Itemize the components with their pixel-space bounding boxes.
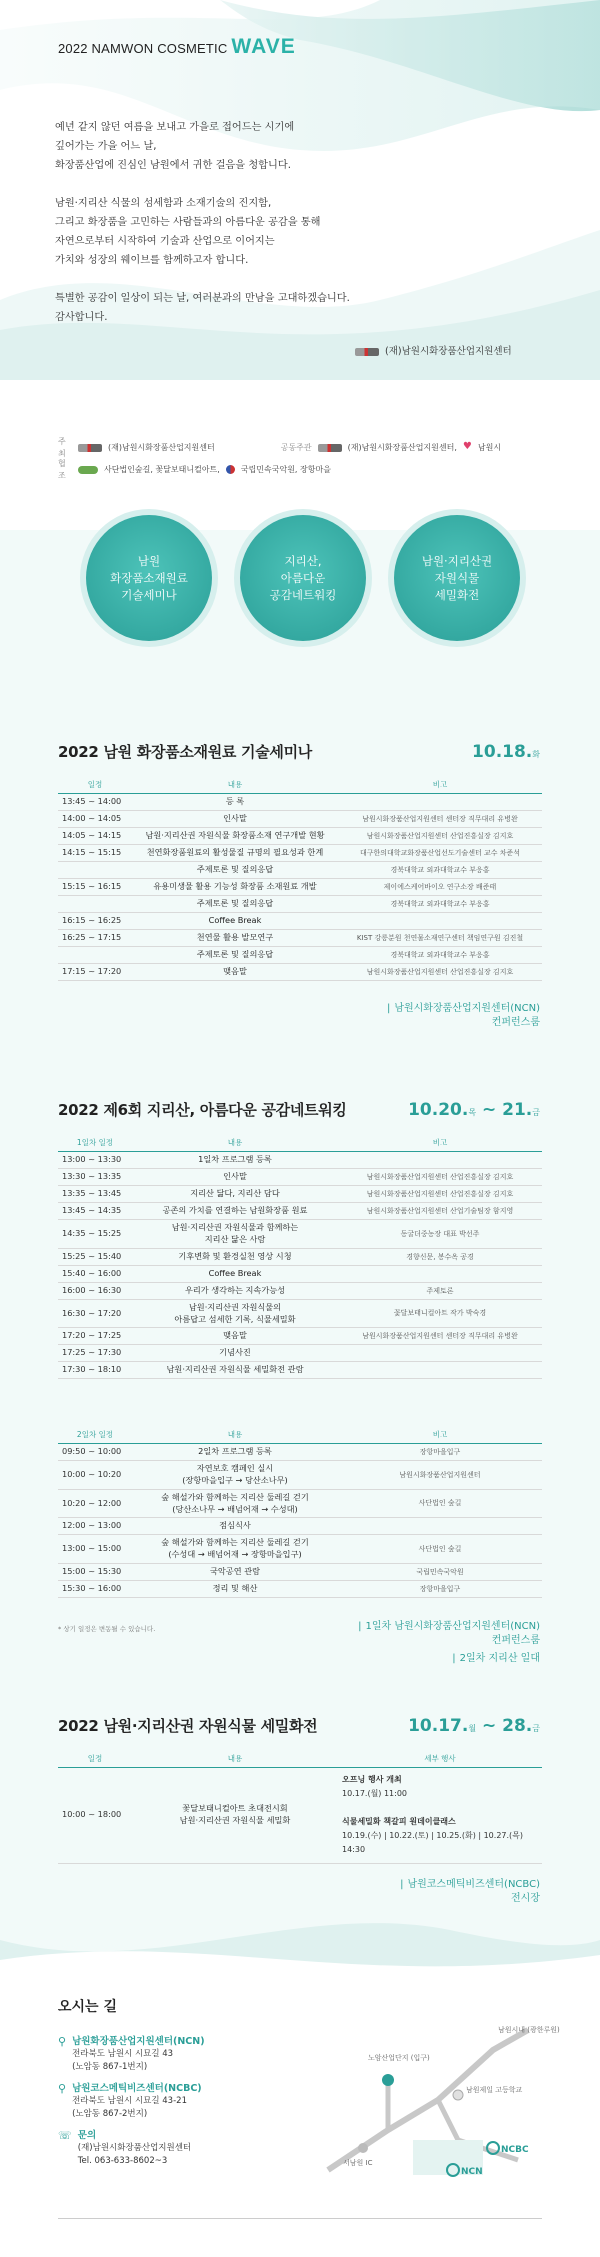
schedule-time: 15:40 ~ 16:00 [58, 1265, 132, 1282]
col-content: 내용 [132, 1428, 338, 1443]
schedule-content: 남원·지리산권 자원식물의 아름답고 섬세한 기록, 식물세밀화 [132, 1299, 338, 1328]
schedule-time: 14:05 ~ 14:15 [58, 827, 132, 844]
map-label-school: 남원제일 고등학교 [466, 2086, 523, 2094]
table-row [58, 844, 542, 861]
schedule-time: 13:30 ~ 13:35 [58, 1168, 132, 1185]
schedule-time: 16:30 ~ 17:20 [58, 1299, 132, 1328]
table-row [58, 1581, 542, 1598]
schedule-content: 남원·지리산권 자원식물과 함께하는 지리산 닮은 사람 [132, 1219, 338, 1248]
schedule-time: 17:15 ~ 17:20 [58, 963, 132, 980]
seminar-venue: | 남원시화장품산업지원센터(NCN) 컨퍼런스룸 [386, 1003, 540, 1028]
table-row [58, 1168, 542, 1185]
seminar-table [58, 778, 542, 981]
schedule-time [58, 895, 132, 912]
networking-date: 10.20.목 ~ 21.금 [408, 1100, 540, 1120]
schedule-time: 14:35 ~ 15:25 [58, 1219, 132, 1248]
schedule-note [338, 1345, 542, 1362]
schedule-note: 경북대학교 외과대학교수 부응홍 [338, 946, 542, 963]
table-row [58, 1345, 542, 1362]
schedule-content: 인사말 [132, 1168, 338, 1185]
host-name: (재)남원시화장품산업지원센터 [108, 442, 215, 452]
schedule-content: 천연화장품원료의 활성물질 규명의 필요성과 한계 [132, 844, 338, 861]
schedule-note: 국립민속국악원 [338, 1564, 542, 1581]
table-header-row [58, 778, 542, 793]
schedule-time: 15:15 ~ 16:15 [58, 878, 132, 895]
schedule-content: 숲 해설가와 함께하는 지리산 둘레길 걷기 (수성대 → 배넘어재 → 장항마을입구) [132, 1535, 338, 1564]
support-names: 사단법인숲길, 꽃달보태니컬아트, [104, 464, 220, 474]
intro-signature [355, 345, 512, 359]
location-map [318, 2020, 560, 2190]
table-row [58, 1767, 542, 1863]
intro-text [55, 118, 525, 346]
schedule-note: 남원시화장품산업지원센터 산업기술팀장 함지영 [338, 1202, 542, 1219]
map-label-jirisan: 노암산업단지 (입구) [368, 2054, 430, 2062]
schedule-time: 14:00 ~ 14:05 [58, 810, 132, 827]
host-label: 주최 [58, 437, 66, 458]
schedule-time: 13:00 ~ 13:30 [58, 1151, 132, 1168]
schedule-note: * 상기 일정은 변동될 수 있습니다. [58, 1625, 156, 1633]
schedule-time: 14:15 ~ 15:15 [58, 844, 132, 861]
col-schedule: 일정 [58, 778, 132, 793]
location-pin-icon: ⚲ [58, 2035, 67, 2048]
schedule-time: 13:35 ~ 13:45 [58, 1185, 132, 1202]
map-label-ncn: NCN [461, 2167, 483, 2177]
schedule-content: 맺음말 [132, 963, 338, 980]
table-row [58, 895, 542, 912]
cohost-label: 공동주관 [280, 442, 312, 452]
ncn-logo-icon [318, 444, 342, 452]
table-row [58, 1535, 542, 1564]
networking-day2-table [58, 1428, 542, 1598]
schedule-note: 남원시화장품산업지원센터 산업진흥실장 김지호 [338, 1185, 542, 1202]
table-row [58, 1362, 542, 1379]
table-row [58, 1219, 542, 1248]
schedule-content: 공존의 가치를 연결하는 남원화장품 원료 [132, 1202, 338, 1219]
support-names-2: 국립민속국악원, 장항마을 [240, 464, 331, 474]
table-row [58, 1299, 542, 1328]
table-row [58, 1460, 542, 1489]
schedule-content: 국악공연 관람 [132, 1564, 338, 1581]
page-header [58, 32, 296, 62]
networking-title: 2022 제6회 지리산, 아름다운 공감네트워킹 [58, 1101, 347, 1119]
schedule-note [338, 1518, 542, 1535]
table-row [58, 1202, 542, 1219]
schedule-content: 인사말 [132, 810, 338, 827]
table-row [58, 1489, 542, 1518]
schedule-content: 등 록 [132, 793, 338, 810]
schedule-note: 남원시화장품산업지원센터 센터장 직무대리 유병완 [338, 1328, 542, 1345]
ncn-logo-icon [78, 444, 102, 452]
seminar-title: 2022 남원 화장품소재원료 기술세미나 [58, 743, 312, 761]
exhibition-table [58, 1752, 542, 1864]
schedule-note [338, 1265, 542, 1282]
schedule-note: 남원시화장품산업지원센터 산업진흥실장 김지호 [338, 827, 542, 844]
seminar-date: 10.18.화 [472, 742, 540, 762]
schedule-content: 점심식사 [132, 1518, 338, 1535]
schedule-note: 경향신문, 봉수옥 공경 [338, 1248, 542, 1265]
map-label-ic: 서남원 IC [343, 2159, 373, 2167]
schedule-content: 남원·지리산권 자원식물 화장품소재 연구개발 현황 [132, 827, 338, 844]
directions-list [58, 2035, 318, 2176]
schedule-content: 기념사진 [132, 1345, 338, 1362]
schedule-note: 장항마을입구 [338, 1581, 542, 1598]
support-row [58, 458, 331, 481]
schedule-content: 정리 및 해산 [132, 1581, 338, 1598]
schedule-time: 15:25 ~ 15:40 [58, 1248, 132, 1265]
table-row [58, 1328, 542, 1345]
map-label-ncbc: NCBC [501, 2145, 529, 2155]
exhibition-details: 오프닝 행사 개최 10.17.(월) 11:00 식물세밀화 책갈피 원데이클래스 10.19.(수) | 10.22.(토) | 10.25.(화) | 10.27.(목) 14:30 [338, 1767, 542, 1863]
col-note: 비고 [338, 1136, 542, 1151]
intro-paragraph-2: 남원·지리산 식물의 섬세함과 소재기술의 진지함, 그리고 화장품을 고민하는 사람들과의 아름다운 공감을 통해 자연으로부터 시작하여 기술과 산업으로 이어지는 가치와 성장의 웨이브를 함께하고자 합니다. [55, 198, 321, 266]
exhibition-content: 꽃달보태니컬아트 초대전시회 남원·지리산권 자원식물 세밀화 [132, 1767, 338, 1863]
phone-icon: ☏ [58, 2129, 72, 2142]
table-row [58, 912, 542, 929]
schedule-note: 경북대학교 외과대학교수 부응홍 [338, 861, 542, 878]
schedule-note: 제이에스케어바이오 연구소장 배준태 [338, 878, 542, 895]
table-row [58, 810, 542, 827]
schedule-note: 남원시화장품산업지원센터 산업진흥실장 김지호 [338, 1168, 542, 1185]
table-row [58, 1151, 542, 1168]
schedule-content: 주제토론 및 질의응답 [132, 946, 338, 963]
schedule-note: 사단법인 숲길 [338, 1489, 542, 1518]
header-wave-word: WAVE [231, 35, 296, 58]
schedule-note [338, 1362, 542, 1379]
schedule-content: 맺음말 [132, 1328, 338, 1345]
exhibition-time: 10:00 ~ 18:00 [58, 1767, 132, 1863]
schedule-time: 17:20 ~ 17:25 [58, 1328, 132, 1345]
col-schedule: 일정 [58, 1752, 132, 1767]
col-content: 내용 [132, 1136, 338, 1151]
table-header-row [58, 1752, 542, 1767]
schedule-content: 2일차 프로그램 등록 [132, 1443, 338, 1460]
schedule-time [58, 861, 132, 878]
schedule-time: 10:00 ~ 10:20 [58, 1460, 132, 1489]
table-row [58, 1564, 542, 1581]
table-row [58, 1518, 542, 1535]
exhibition-date: 10.17.월 ~ 28.금 [408, 1716, 540, 1736]
table-row [58, 878, 542, 895]
table-row [58, 827, 542, 844]
footer-divider [58, 2218, 542, 2219]
col-note: 비고 [338, 1428, 542, 1443]
exhibition-venue: | 남원코스메틱비즈센터(NCBC) 전시장 [400, 1879, 540, 1904]
circle-exhibition: 남원·지리산권 자원식물 세밀화전 [394, 515, 520, 641]
schedule-note: 꽃달보태니컬아트 작가 박숙경 [338, 1299, 542, 1328]
schedule-time: 16:00 ~ 16:30 [58, 1282, 132, 1299]
schedule-note: 남원시화장품산업지원센터 [338, 1460, 542, 1489]
table-row [58, 1443, 542, 1460]
directions-item-contact: ☏ 문의 (재)남원시화장품산업지원센터 Tel. 063-633-8602~3 [58, 2129, 192, 2166]
networking-venue: | 1일차 남원시화장품산업지원센터(NCN) 컨퍼런스룸 | 2일차 지리산 일대 [358, 1621, 540, 1664]
table-row [58, 1248, 542, 1265]
map-label-namwon-city: 남원시내 (광한루원) [498, 2026, 560, 2034]
circle-networking: 지리산, 아름다운 공감네트워킹 [240, 515, 366, 641]
directions-item-ncn: ⚲ 남원화장품산업지원센터(NCN) 전라북도 남원시 시묘길 43 (노암동 867-1번지) [58, 2035, 205, 2072]
schedule-time: 13:45 ~ 14:35 [58, 1202, 132, 1219]
jirisan-marker-icon [382, 2074, 394, 2086]
schedule-content: 자연보호 캠페인 실시 (장항마을입구 → 당산소나무) [132, 1460, 338, 1489]
location-pin-icon: ⚲ [58, 2082, 67, 2095]
schedule-note [338, 793, 542, 810]
schedule-time: 10:20 ~ 12:00 [58, 1489, 132, 1518]
schedule-content: 주제토론 및 질의응답 [132, 895, 338, 912]
col-detail: 세부 행사 [338, 1752, 542, 1767]
schedule-content: 남원·지리산권 자원식물 세밀화전 관람 [132, 1362, 338, 1379]
table-header-row [58, 1136, 542, 1151]
table-row [58, 1282, 542, 1299]
schedule-time: 17:30 ~ 18:10 [58, 1362, 132, 1379]
schedule-content: 주제토론 및 질의응답 [132, 861, 338, 878]
schedule-note [338, 1151, 542, 1168]
schedule-note: 경북대학교 외과대학교수 부응홍 [338, 895, 542, 912]
schedule-note: KIST 강릉분원 천연물소재연구센터 책임연구원 김진철 [338, 929, 542, 946]
directions-title: 오시는 길 [58, 1999, 117, 2015]
cohost-name: (재)남원시화장품산업지원센터, [347, 442, 457, 452]
col-content: 내용 [132, 778, 338, 793]
header-title: 2022 NAMWON COSMETIC [58, 41, 228, 56]
program-circles [78, 515, 528, 645]
schedule-time: 16:15 ~ 16:25 [58, 912, 132, 929]
schedule-time: 09:50 ~ 10:00 [58, 1443, 132, 1460]
schedule-time: 13:45 ~ 14:00 [58, 793, 132, 810]
col-note: 비고 [338, 778, 542, 793]
schedule-content: 1일차 프로그램 등록 [132, 1151, 338, 1168]
table-row [58, 963, 542, 980]
schedule-note: 남원시화장품산업지원센터 센터장 직무대리 유병완 [338, 810, 542, 827]
schedule-note: 주제토론 [338, 1282, 542, 1299]
col-content: 내용 [132, 1752, 338, 1767]
schedule-content: 천연물 활용 발모연구 [132, 929, 338, 946]
table-row [58, 946, 542, 963]
schedule-content: Coffee Break [132, 912, 338, 929]
schedule-content: 유용미생물 활용 기능성 화장품 소재원료 개발 [132, 878, 338, 895]
section-wave-decoration [0, 1900, 600, 1980]
schedule-content: 우리가 생각하는 지속가능성 [132, 1282, 338, 1299]
schedule-note: 남원시화장품산업지원센터 산업진흥실장 김지호 [338, 963, 542, 980]
schedule-time [58, 946, 132, 963]
forest-logo-icon [78, 466, 98, 474]
national-gugak-logo-icon [226, 465, 235, 474]
schedule-content: 기후변화 및 환경실천 영상 시청 [132, 1248, 338, 1265]
directions-item-ncbc: ⚲ 남원코스메틱비즈센터(NCBC) 전라북도 남원시 시묘길 43-21 (노암동 867-2번지) [58, 2082, 202, 2119]
schedule-note: 장항마을입구 [338, 1443, 542, 1460]
table-header-row [58, 1428, 542, 1443]
schedule-time: 16:25 ~ 17:15 [58, 929, 132, 946]
table-row [58, 1265, 542, 1282]
schedule-content: 지리산 닮다, 지리산 담다 [132, 1185, 338, 1202]
schedule-content: Coffee Break [132, 1265, 338, 1282]
support-label: 협조 [58, 459, 66, 480]
schedule-time: 17:25 ~ 17:30 [58, 1345, 132, 1362]
table-row [58, 861, 542, 878]
table-row [58, 929, 542, 946]
col-schedule: 2일차 일정 [58, 1428, 132, 1443]
namwon-heart-logo-icon: ♥ [462, 441, 472, 453]
schedule-note: 동굴더중농장 대표 박선주 [338, 1219, 542, 1248]
schedule-note: 대구한의대학교화장품산업선도기술센터 교수 차준석 [338, 844, 542, 861]
schedule-time: 13:00 ~ 15:00 [58, 1535, 132, 1564]
circle-seminar: 남원 화장품소재원료 기술세미나 [86, 515, 212, 641]
networking-day1-table [58, 1136, 542, 1379]
table-row [58, 793, 542, 810]
exhibition-title: 2022 남원·지리산권 자원식물 세밀화전 [58, 1717, 318, 1735]
schedule-time: 15:00 ~ 15:30 [58, 1564, 132, 1581]
intro-paragraph-1: 예년 같지 않던 여름을 보내고 가을로 접어드는 시기에 깊어가는 가을 어느 날, 화장품산업에 진심인 남원에서 귀한 걸음을 청합니다. [55, 122, 295, 171]
schedule-time: 15:30 ~ 16:00 [58, 1581, 132, 1598]
ncn-logo-icon [355, 348, 379, 356]
schedule-note: 사단법인 숲길 [338, 1535, 542, 1564]
cohost-name-2: 남원시 [477, 442, 502, 452]
organizer-row [58, 436, 501, 459]
table-row [58, 1185, 542, 1202]
col-schedule: 1일차 일정 [58, 1136, 132, 1151]
schedule-note [338, 912, 542, 929]
schedule-content: 숲 해설가와 함께하는 지리산 둘레길 걷기 (당산소나무 → 배넘어재 → 수성대) [132, 1489, 338, 1518]
schedule-time: 12:00 ~ 13:00 [58, 1518, 132, 1535]
intro-paragraph-3: 특별한 공감이 일상이 되는 날, 여러분과의 만남을 고대하겠습니다. 감사합니다. [55, 293, 350, 323]
signature-text: (재)남원시화장품산업지원센터 [385, 346, 512, 357]
